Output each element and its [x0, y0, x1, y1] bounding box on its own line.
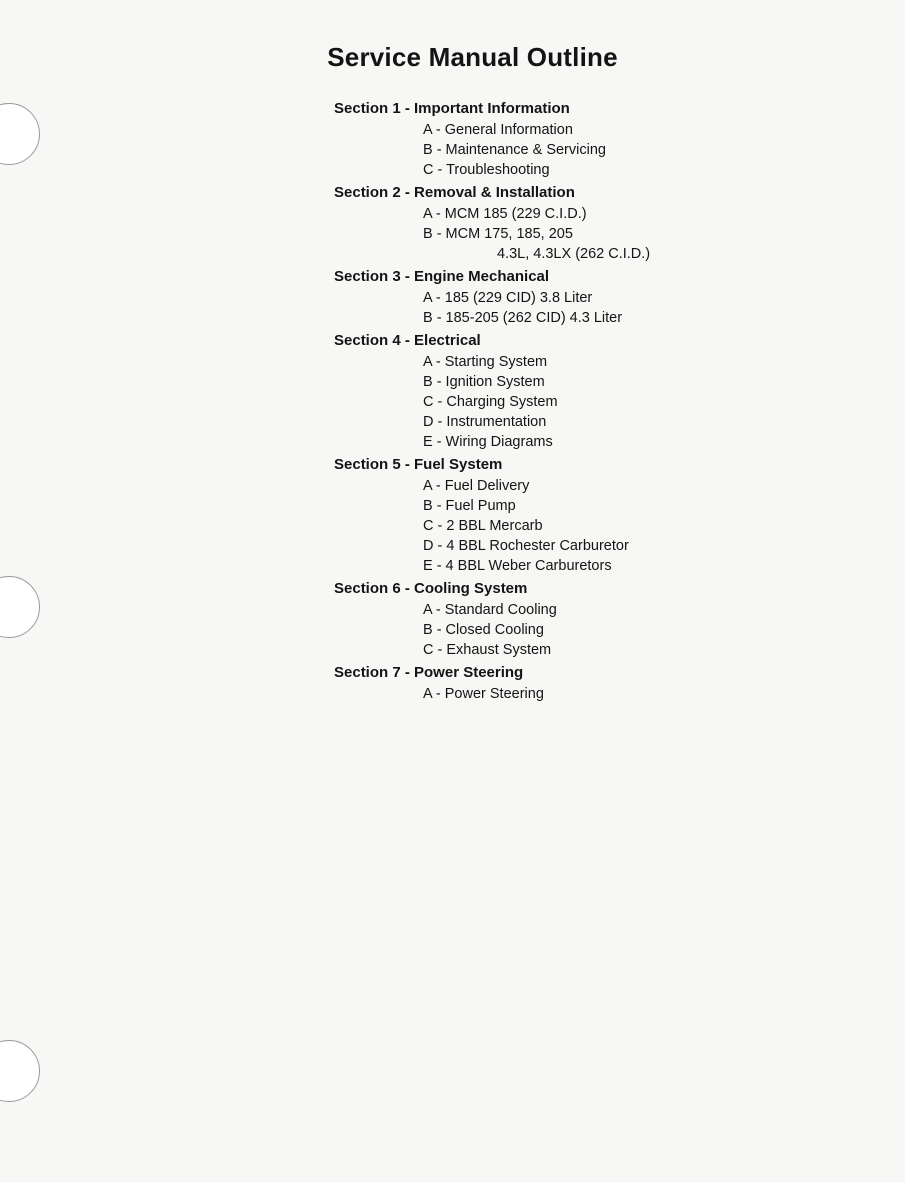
- outline-item: [423, 412, 694, 432]
- outline-item-label: D - Instrumentation: [423, 414, 547, 430]
- section-heading: Section 5 - Fuel System: [334, 456, 503, 473]
- outline-item: [423, 120, 694, 140]
- binder-hole: [0, 1040, 40, 1102]
- outline-item-label: A - MCM 185 (229 C.I.D.): [423, 206, 587, 222]
- section-heading: Section 7 - Power Steering: [334, 664, 524, 681]
- outline-item-label: B - MCM 175, 185, 205: [423, 226, 573, 242]
- binder-hole: [0, 103, 40, 165]
- binder-hole: [0, 576, 40, 638]
- outline-item-label: D - 4 BBL Rochester Carburetor: [423, 538, 629, 554]
- outline-item-label: A - 185 (229 CID) 3.8 Liter: [423, 290, 593, 306]
- outline-item: [423, 556, 694, 576]
- outline-item-continuation: 4.3L, 4.3LX (262 C.I.D.): [497, 246, 651, 262]
- outline-item-label: C - Charging System: [423, 394, 558, 410]
- outline-item-label: C - Troubleshooting: [423, 162, 550, 178]
- outline-item: [423, 308, 694, 328]
- outline-item: [423, 476, 694, 496]
- outline-item-label: A - Standard Cooling: [423, 602, 557, 618]
- outline-item: [423, 620, 694, 640]
- outline-item-label: B - Closed Cooling: [423, 622, 544, 638]
- outline-item: [423, 496, 694, 516]
- page-title: Service Manual Outline: [327, 42, 618, 72]
- outline-item: [423, 684, 694, 704]
- outline-item: [423, 640, 694, 660]
- section-item-list: [334, 204, 694, 264]
- section-item-list: [334, 600, 694, 660]
- outline-item: [423, 600, 694, 620]
- outline-item-label: E - Wiring Diagrams: [423, 434, 553, 450]
- outline-item: [423, 352, 694, 372]
- outline-item-label: B - Maintenance & Servicing: [423, 142, 606, 158]
- outline-item-label: B - Ignition System: [423, 374, 545, 390]
- section-heading: Section 4 - Electrical: [334, 332, 481, 349]
- outline-item-label: A - Power Steering: [423, 686, 544, 702]
- outline-section: [334, 578, 694, 660]
- outline-item-label: C - Exhaust System: [423, 642, 552, 658]
- outline-item: [423, 392, 694, 412]
- section-item-list: [334, 120, 694, 180]
- section-item-list: [334, 684, 694, 704]
- outline-item: [423, 204, 694, 224]
- outline-item-label: E - 4 BBL Weber Carburetors: [423, 558, 612, 574]
- section-heading: Section 3 - Engine Mechanical: [334, 268, 550, 285]
- outline-item-label: B - 185-205 (262 CID) 4.3 Liter: [423, 310, 623, 326]
- outline-item: [423, 372, 694, 392]
- manual-outline: [334, 98, 694, 706]
- outline-item-label: B - Fuel Pump: [423, 498, 516, 514]
- outline-section: [334, 330, 694, 452]
- outline-item: [423, 432, 694, 452]
- outline-item: [423, 140, 694, 160]
- outline-section: [334, 182, 694, 264]
- section-item-list: [334, 352, 694, 452]
- outline-item-label: C - 2 BBL Mercarb: [423, 518, 543, 534]
- outline-section: [334, 454, 694, 576]
- section-heading: Section 6 - Cooling System: [334, 580, 528, 597]
- section-heading: Section 2 - Removal & Installation: [334, 184, 575, 201]
- section-heading: Section 1 - Important Information: [334, 100, 570, 117]
- outline-item: [423, 516, 694, 536]
- outline-item-label: A - Starting System: [423, 354, 548, 370]
- outline-section: [334, 98, 694, 180]
- outline-item-label: A - General Information: [423, 122, 573, 138]
- outline-item: [423, 160, 694, 180]
- outline-item: [423, 224, 694, 264]
- outline-section: [334, 266, 694, 328]
- outline-item: [423, 288, 694, 308]
- section-item-list: [334, 288, 694, 328]
- outline-section: [334, 662, 694, 704]
- section-item-list: [334, 476, 694, 576]
- outline-item: [423, 536, 694, 556]
- outline-item-label: A - Fuel Delivery: [423, 478, 530, 494]
